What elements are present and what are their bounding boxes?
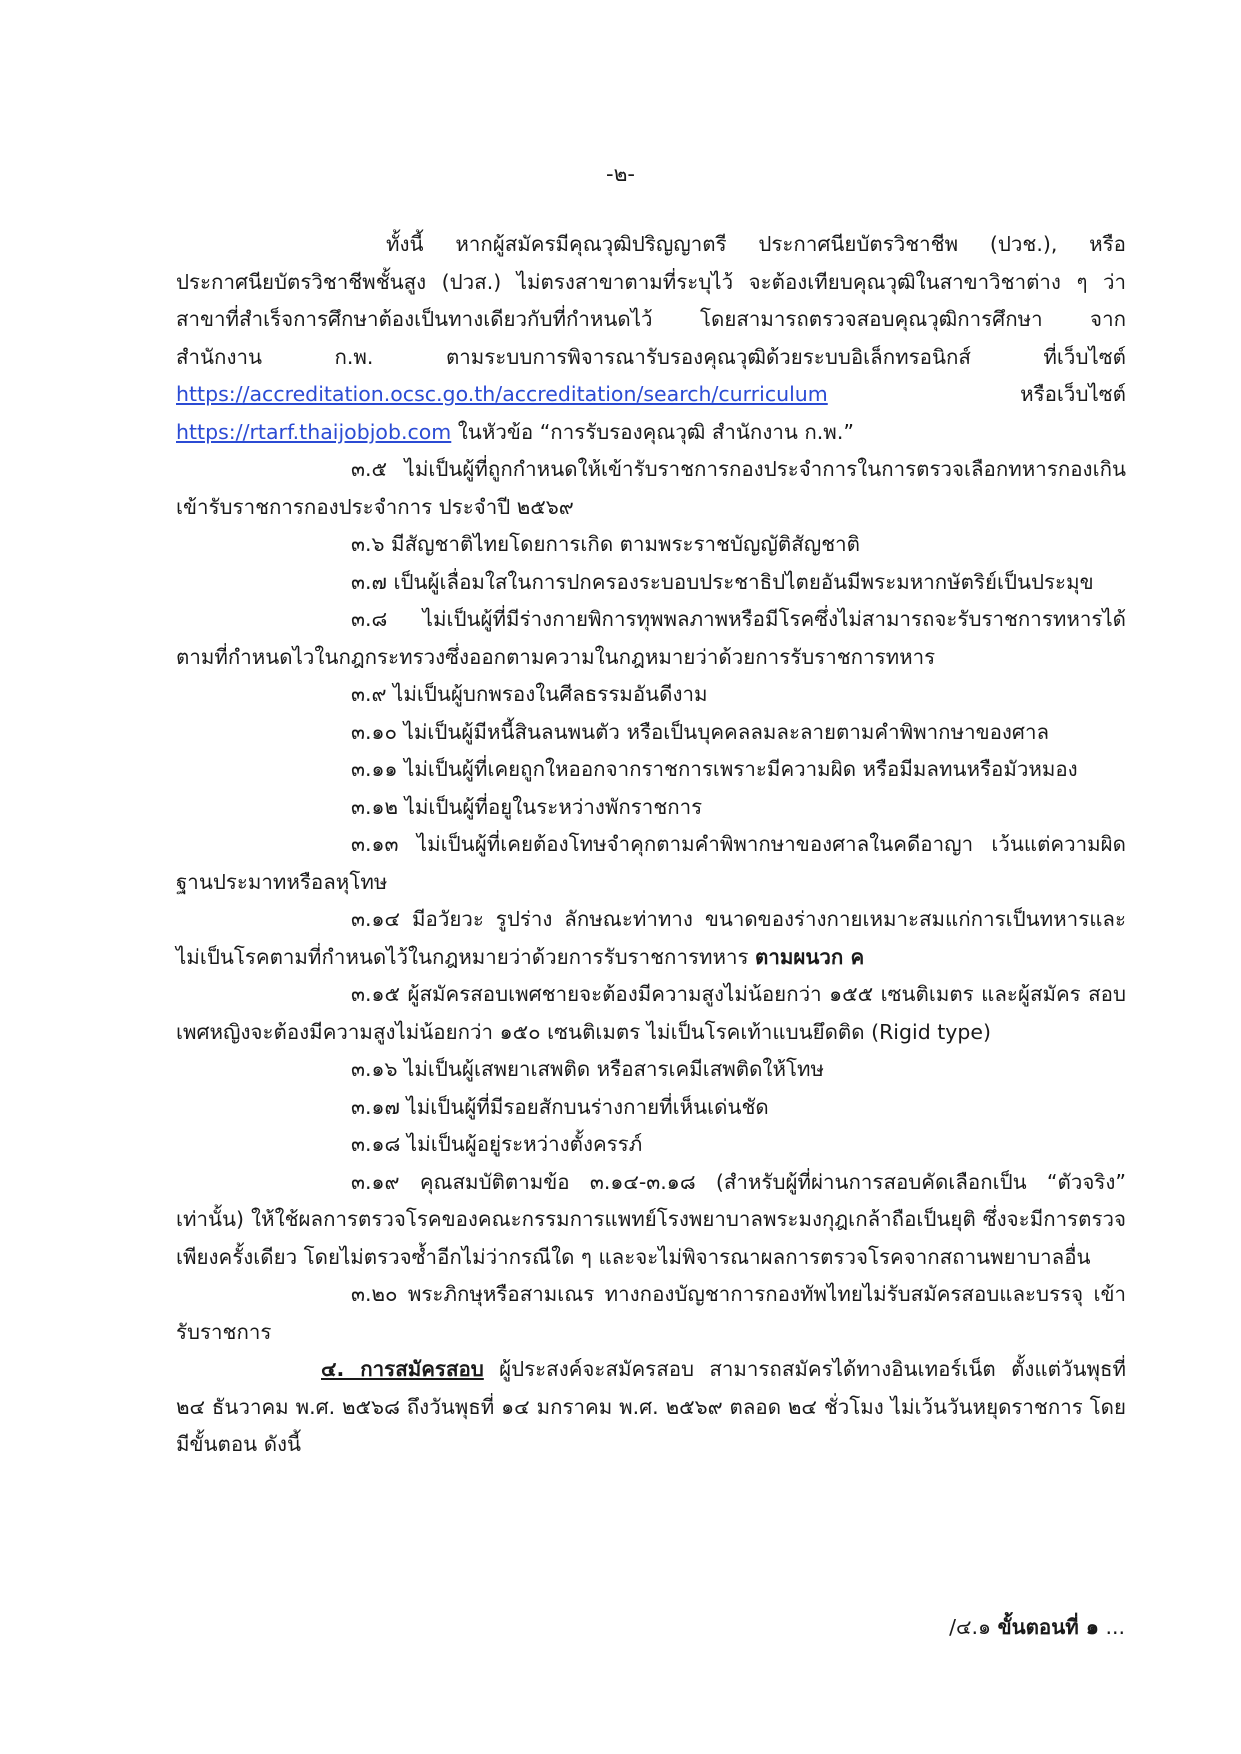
item-3-19: ๓.๑๙ คุณสมบัติตามข้อ ๓.๑๔-๓.๑๘ (สำหรับผู้ที่ผ่านการสอบคัดเลือกเป็น “ตัวจริง” เท่านั้น) ให้ใช้ผลการตรวจโรคของคณะกรรมการแพทย์โรงพยาบาลพระมงกุฎเกล้าถือเป็นยุติ ซึ่งจะมีการตรวจ เพียงครั้งเดียว โดยไม่ตรวจซ้ำอีกไม่ว่ากรณีใด ๆ และจะไม่พิจารณาผลการตรวจโรคจากสถานพยาบาลอื่น [176, 1169, 1126, 1269]
item-3-15: ๓.๑๕ ผู้สมัครสอบเพศชายจะต้องมีความสูงไม่น้อยกว่า ๑๕๕ เซนติเมตร และผู้สมัคร สอบเพศหญิงจะต้องมีความสูงไม่น้อยกว่า ๑๕๐ เซนติเมตร ไม่เป็นโรคเท้าแบนยึดติด (Rigid type) [176, 982, 1126, 1044]
section-4 [176, 1351, 1126, 1464]
paragraph-intro-mid: หรือเว็บไซต์ [827, 382, 1126, 406]
item-3-16: ๓.๑๖ ไม่เป็นผู้เสพยาเสพติด หรือสารเคมีเสพติดให้โทษ [351, 1057, 824, 1081]
accreditation-link[interactable]: https://accreditation.ocsc.go.th/accreditation/search/curriculum [176, 382, 828, 406]
item-3-14-annex: ตามผนวก ค [755, 944, 865, 969]
section-4-text: ผู้ประสงค์จะสมัครสอบ สามารถสมัครได้ทางอินเทอร์เน็ต ตั้งแต่วันพุธที่ ๒๔ ธันวาคม พ.ศ. ๒๕๖๘ ถึงวันพุธที่ ๑๔ มกราคม พ.ศ. ๒๕๖๙ ตลอด ๒๔ ชั่วโมง ไม่เว้นวันหยุดราชการ โดยมีขั้นตอน ดังนี้ [176, 1357, 1127, 1456]
item-3-12: ๓.๑๒ ไม่เป็นผู้ที่อยูในระหว่างพักราชการ [351, 794, 703, 819]
item-3-13: ๓.๑๓ ไม่เป็นผู้ที่เคยต้องโทษจำคุกตามคำพิพากษาของศาลในคดีอาญา เว้นแต่ความผิด ฐานประมาทหรือลหุโทษ [176, 832, 1126, 894]
paragraph-intro-tail: ในหัวข้อ “การรับรองคุณวุฒิ สำนักงาน ก.พ.” [451, 419, 854, 444]
item-3-17: ๓.๑๗ ไม่เป็นผู้ที่มีรอยสักบนร่างกายที่เห็นเด่นชัด [351, 1094, 769, 1119]
item-3-18: ๓.๑๘ ไม่เป็นผู้อยู่ระหว่างตั้งครรภ์ [351, 1132, 643, 1156]
item-3-11: ๓.๑๑ ไม่เป็นผู้ที่เคยถูกใหออกจากราชการเพราะมีความผิด หรือมีมลทนหรือมัวหมอง [351, 757, 1078, 781]
paragraph-intro-text: ทั้งนี้ หากผู้สมัครมีคุณวุฒิปริญญาตรี ประกาศนียบัตรวิชาชีพ (ปวช.), หรือ ประกาศนียบัตรวิชาชีพชั้นสูง (ปวส.) ไม่ตรงสาขาตามที่ระบุไว้ จะต้องเทียบคุณวุฒิในสาขาวิชาต่าง ๆ ว่าสาขาที่สำเร็จการศึกษาต้องเป็นทางเดียวกับที่กำหนดไว้ โดยสามารถตรวจสอบคุณวุฒิการศึกษา จากสำนักงาน ก.พ. ตามระบบการพิจารณารับรองคุณวุฒิด้วยระบบอิเล็กทรอนิกส์ ที่เว็บไซต์ [176, 232, 1126, 369]
item-3-20: ๓.๒๐ พระภิกษุหรือสามเณร ทางกองบัญชาการกองทัพไทยไม่รับสมัครสอบและบรรจุ เข้ารับราชการ [176, 1282, 1126, 1344]
section-4-heading: ๔. การสมัครสอบ [321, 1357, 484, 1381]
item-3-5: ๓.๕ ไม่เป็นผู้ที่ถูกกำหนดให้เข้ารับราชการกองประจำการในการตรวจเลือกทหารกองเกิน เข้ารับราชการกองประจำการ ประจำปี ๒๕๖๙ [176, 457, 1126, 519]
item-3-14-text: ๓.๑๔ มีอวัยวะ รูปร่าง ลักษณะท่าทาง ขนาดของร่างกายเหมาะสมแก่การเป็นทหารและ ไม่เป็นโรคตามที่กำหนดไว้ในกฎหมายว่าด้วยการรับราชการทหาร [176, 907, 1126, 969]
item-3-14 [176, 901, 1126, 976]
item-3-9: ๓.๙ ไม่เป็นผู้บกพรองในศีลธรรมอันดีงาม [351, 682, 708, 706]
document-body [176, 226, 1126, 1464]
paragraph-intro [176, 226, 1126, 451]
item-3-6: ๓.๖ มีสัญชาติไทยโดยการเกิด ตามพระราชบัญญัติสัญชาติ [351, 532, 860, 556]
footer-suffix: ... [1098, 1615, 1125, 1639]
page-number: -๒- [606, 162, 635, 186]
rtarf-link[interactable]: https://rtarf.thaijobjob.com [176, 419, 452, 444]
item-3-8: ๓.๘ ไม่เป็นผู้ที่มีร่างกายพิการทุพพลภาพหรือมีโรคซึ่งไม่สามารถจะรับราชการทหารได้ ตามที่กำหนดไวในกฎกระทรวงซึ่งออกตามความในกฎหมายว่าด้วยการรับราชการทหาร [176, 607, 1126, 669]
item-3-10: ๓.๑๐ ไม่เป็นผู้มีหนี้สินลนพนตัว หรือเป็นบุคคลลมละลายตามคำพิพากษาของศาล [351, 719, 1050, 744]
footer-prefix: /๔.๑ [949, 1615, 998, 1639]
footer-step: ขั้นตอนที่ ๑ [997, 1615, 1099, 1639]
continuation-footer [949, 1611, 1125, 1644]
item-3-7: ๓.๗ เป็นผู้เลื่อมใสในการปกครองระบอบประชาธิปไตยอันมีพระมหากษัตริย์เป็นประมุข [351, 569, 1094, 594]
